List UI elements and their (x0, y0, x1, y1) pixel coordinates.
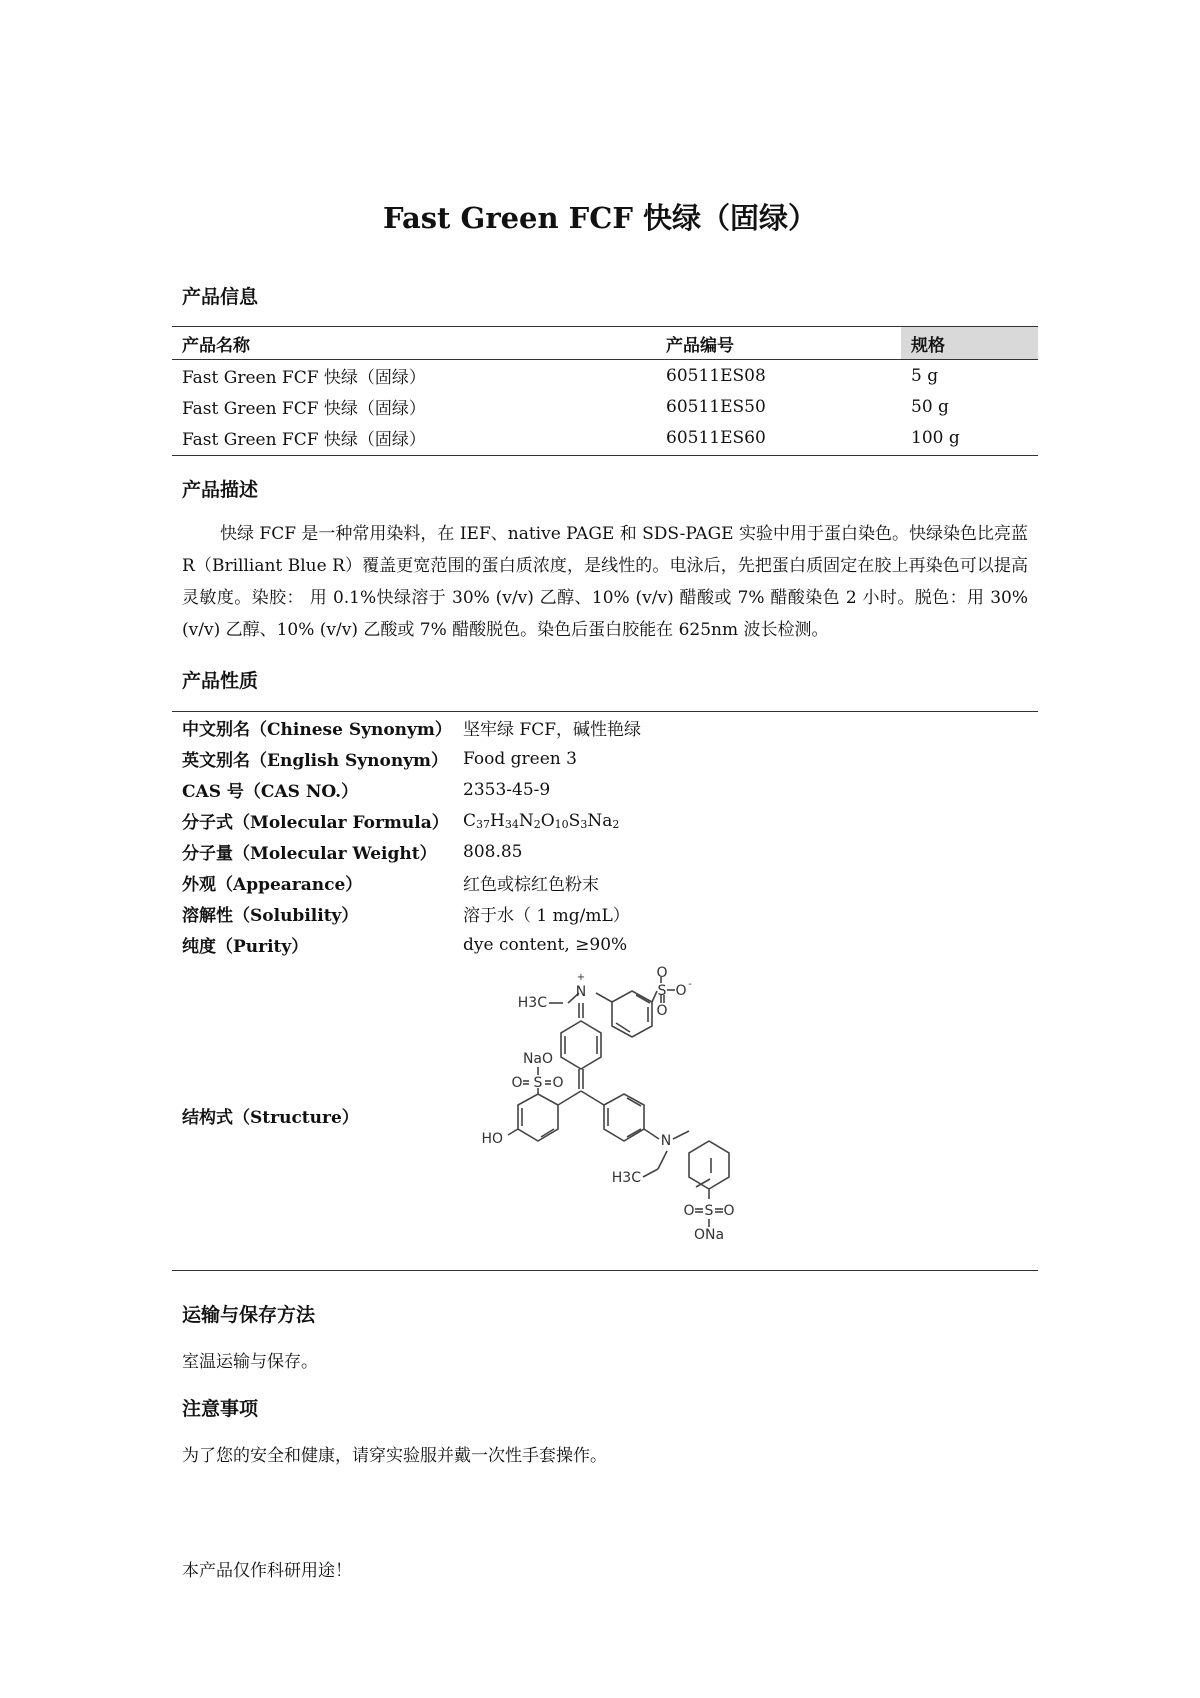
header-product-code: 产品编号 (656, 327, 901, 360)
research-use-footer: 本产品仅作科研用途！ (182, 1561, 352, 1581)
formula-count: 10 (554, 817, 569, 831)
cell-spec: 5 g (911, 365, 939, 386)
formula-element: N (518, 810, 534, 831)
atom-label: O (656, 1002, 668, 1019)
cell-product-code: 60511ES08 (666, 365, 766, 386)
structure-cell (453, 960, 1038, 1271)
section-heading-product-info: 产品信息 (182, 286, 259, 308)
cell-spec: 50 g (911, 396, 949, 417)
product-table-header (172, 327, 1038, 360)
property-value: Food green 3 (463, 748, 577, 769)
atom-label: N (575, 983, 587, 1000)
atom-label: O (675, 982, 687, 999)
property-row-appearance (172, 867, 1038, 898)
formula-element: O (540, 810, 555, 831)
section-heading-notes: 注意事项 (182, 1398, 259, 1420)
property-row-cas (172, 774, 1038, 805)
property-row-molecular-weight (172, 836, 1038, 867)
property-value: 808.85 (463, 841, 523, 862)
atom-label: S (704, 1202, 714, 1219)
description-paragraph: 快绿 FCF 是一种常用染料，在 IEF、native PAGE 和 SDS-PAGE 实验中用于蛋白染色。快绿染色比亮蓝 R（Brilliant Blue R）覆盖更宽范围的蛋白质浓度，是线性的。电泳后，先把蛋白质固定在胶上再染色可以提高灵敏度。染胶： 用 0.1%快绿溶于 30% (v/v) 乙醇、10% (v/v) 醋酸或 7% 醋酸染色 2 小时。脱色：用 30% (v/v) 乙醇、10% (v/v) 乙酸或 7% 醋酸脱色。染色后蛋白胶能在 625nm 波长检测。 (182, 524, 1028, 640)
property-value: 坚牢绿 FCF，碱性艳绿 (463, 720, 642, 740)
property-label: 分子式（Molecular Formula） (182, 813, 449, 833)
property-row-chinese-synonym (172, 712, 1038, 744)
property-row-purity (172, 929, 1038, 960)
atom-label: O (511, 1074, 523, 1091)
atom-label: ONa (693, 1226, 725, 1243)
header-spec: 规格 (901, 327, 1038, 360)
formula-count: 2 (533, 817, 541, 831)
atom-label: HO (481, 1130, 503, 1147)
cell-product-code: 60511ES60 (656, 422, 901, 456)
atom-label: O (723, 1202, 735, 1219)
structural-formula-diagram (453, 963, 773, 1268)
formula-element: Na (587, 810, 613, 831)
header-product-name: 产品名称 (172, 327, 656, 360)
transport-text: 室温运输与保存。 (182, 1352, 318, 1372)
atom-label: O (552, 1074, 564, 1091)
atom-label: + (576, 971, 586, 983)
table-row (172, 422, 1038, 456)
property-value: dye content, ≥90% (463, 934, 628, 955)
cell-product-name: Fast Green FCF 快绿（固绿） (182, 399, 426, 419)
property-label: 溶解性（Solubility） (182, 906, 359, 926)
cell-product-name: Fast Green FCF 快绿（固绿） (182, 368, 426, 388)
product-table (172, 326, 1038, 456)
property-value: 溶于水（ 1 mg/mL） (463, 906, 630, 926)
atom-label: NaO (522, 1050, 554, 1067)
formula-element: S (568, 810, 581, 831)
formula-count: 34 (504, 817, 519, 831)
section-heading-product-properties: 产品性质 (182, 670, 259, 692)
cell-product-name: Fast Green FCF 快绿（固绿） (172, 422, 656, 456)
atom-label: - (688, 978, 692, 990)
property-row-solubility (172, 898, 1038, 929)
page-title: Fast Green FCF 快绿（固绿） (382, 201, 818, 235)
formula-element: H (490, 810, 505, 831)
properties-table (172, 711, 1038, 1271)
atom-label: H3C (611, 1169, 641, 1186)
property-label: 分子量（Molecular Weight） (182, 844, 437, 864)
notes-text: 为了您的安全和健康，请穿实验服并戴一次性手套操作。 (182, 1446, 607, 1466)
atom-label: S (533, 1074, 543, 1091)
formula-element: C (463, 810, 477, 831)
property-value: 2353-45-9 (463, 779, 551, 800)
table-row (172, 391, 1038, 422)
section-heading-transport-storage: 运输与保存方法 (182, 1304, 316, 1326)
property-row-formula (172, 805, 1038, 836)
property-row-structure (172, 960, 1038, 1271)
property-value: 红色或棕红色粉末 (463, 875, 599, 895)
property-label: 中文别名（Chinese Synonym） (182, 720, 452, 740)
table-row (172, 360, 1038, 392)
cell-product-code: 60511ES50 (666, 396, 766, 417)
atom-label: H3C (517, 994, 547, 1011)
atom-label: S (657, 982, 667, 999)
property-label: 外观（Appearance） (182, 875, 363, 895)
atom-label: O (656, 964, 668, 981)
atom-label: N (660, 1132, 672, 1149)
property-label: 纯度（Purity） (182, 937, 309, 957)
molecular-formula (453, 805, 1038, 836)
formula-count: 37 (476, 817, 491, 831)
atom-label: O (683, 1202, 695, 1219)
section-heading-product-description: 产品描述 (182, 479, 259, 501)
property-label: 英文别名（English Synonym） (182, 751, 449, 771)
cell-spec: 100 g (901, 422, 1038, 456)
property-label: 结构式（Structure） (182, 1107, 359, 1128)
property-row-english-synonym (172, 743, 1038, 774)
property-label: CAS 号（CAS NO.） (182, 782, 359, 802)
formula-count: 2 (612, 817, 620, 831)
formula-count: 3 (580, 817, 588, 831)
